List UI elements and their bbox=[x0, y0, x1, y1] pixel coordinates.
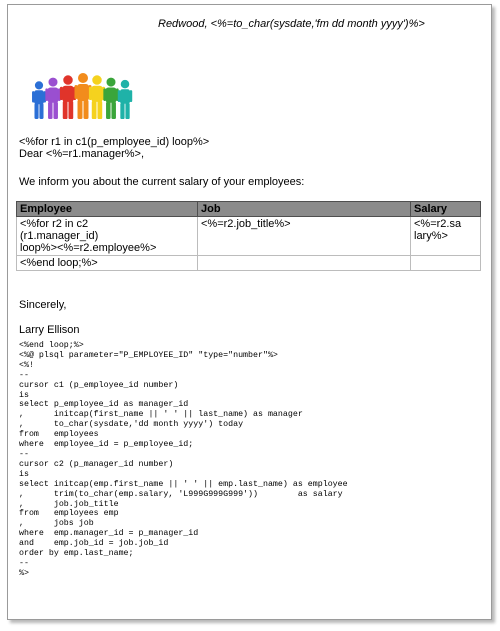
date-line: Redwood, <%=to_char(sysdate,'fm dd month yyyy')%> bbox=[158, 18, 425, 30]
person-figure bbox=[118, 80, 132, 119]
table-row bbox=[17, 217, 481, 256]
header-salary: Salary bbox=[411, 202, 481, 217]
table-row bbox=[17, 256, 481, 271]
code-line: -- bbox=[19, 558, 29, 568]
person-figure bbox=[60, 75, 76, 119]
person-figure bbox=[45, 78, 60, 119]
table-cell: <%for r2 in c2 (r1.manager_id) loop%><%=r2.employee%> bbox=[17, 217, 198, 256]
code-line: , initcap(first_name || ' ' || last_name) as manager bbox=[19, 410, 303, 420]
person-figure bbox=[103, 78, 118, 119]
code-line: and emp.job_id = job.job_id bbox=[19, 539, 169, 549]
header-job: Job bbox=[198, 202, 411, 217]
code-line: %> bbox=[19, 568, 29, 578]
code-line: is bbox=[19, 469, 29, 479]
table-cell: <%end loop;%> bbox=[17, 256, 198, 271]
code-line: <%end loop;%> bbox=[19, 341, 84, 350]
code-line: , to_char(sysdate,'dd month yyyy') today bbox=[19, 420, 244, 430]
person-figure bbox=[32, 81, 46, 119]
people-group-icon bbox=[27, 69, 137, 121]
code-line: , job.job_title bbox=[19, 499, 119, 509]
code-line: cursor c1 (p_employee_id number) bbox=[19, 380, 179, 390]
person-figure bbox=[89, 75, 105, 119]
code-line: is bbox=[19, 390, 29, 400]
loop-open-text: <%for r1 in c1(p_employee_id) loop%> bbox=[19, 136, 210, 148]
table-cell bbox=[198, 256, 411, 271]
document-page bbox=[7, 4, 492, 620]
signature-text: Larry Ellison bbox=[19, 324, 80, 336]
code-line: , jobs job bbox=[19, 519, 94, 529]
code-line: from employees bbox=[19, 430, 99, 440]
greeting-text: Dear <%=r1.manager%>, bbox=[19, 148, 145, 160]
code-line: , trim(to_char(emp.salary, 'L999G999G999')) as salary bbox=[19, 489, 343, 499]
plsql-code-block bbox=[19, 341, 348, 579]
code-line: cursor c2 (p_manager_id number) bbox=[19, 459, 174, 469]
table-cell: <%=r2.job_title%> bbox=[198, 217, 411, 256]
code-line: <%@ plsql parameter="P_EMPLOYEE_ID" "type="number"%> bbox=[19, 350, 278, 360]
header-employee: Employee bbox=[17, 202, 198, 217]
salary-table bbox=[16, 201, 481, 271]
code-line: order by emp.last_name; bbox=[19, 549, 134, 559]
closing-text: Sincerely, bbox=[19, 299, 67, 311]
table-cell bbox=[411, 256, 481, 271]
table-cell: <%=r2.sa lary%> bbox=[411, 217, 481, 256]
code-line: select p_employee_id as manager_id bbox=[19, 400, 189, 410]
code-line: -- bbox=[19, 449, 29, 459]
code-line: where emp.manager_id = p_manager_id bbox=[19, 529, 199, 539]
code-line: <%! bbox=[19, 360, 34, 370]
code-line: select initcap(emp.first_name || ' ' || emp.last_name) as employee bbox=[19, 479, 348, 489]
code-line: where employee_id = p_employee_id; bbox=[19, 440, 194, 450]
code-line: from employees emp bbox=[19, 509, 119, 519]
intro-text: We inform you about the current salary of your employees: bbox=[19, 176, 305, 188]
code-line: -- bbox=[19, 370, 29, 380]
table-header-row bbox=[17, 202, 481, 217]
